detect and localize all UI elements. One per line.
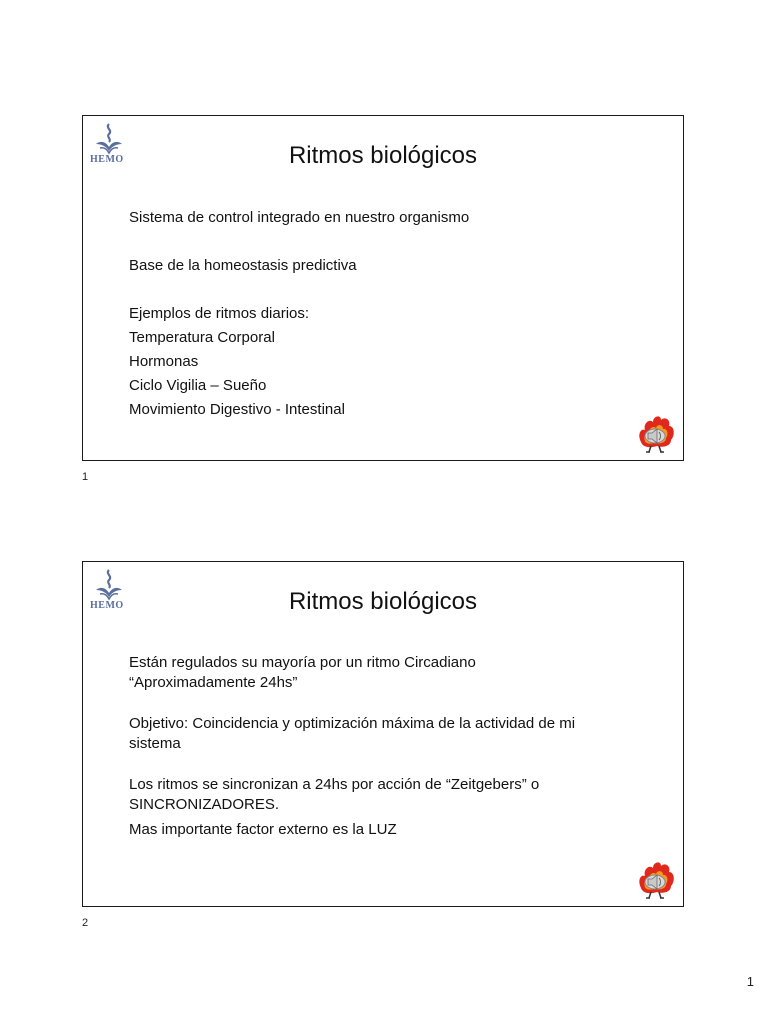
paragraph — [129, 302, 643, 422]
slide-title: Ritmos biológicos — [288, 588, 478, 615]
slide-2 — [82, 561, 684, 907]
logo-text: HEMO — [90, 154, 124, 165]
flame-speaker-mascot-icon[interactable] — [633, 412, 677, 456]
text-line: SINCRONIZADORES. — [129, 796, 280, 813]
text-line: sistema — [129, 735, 181, 752]
paragraph — [129, 206, 643, 230]
text-line: Base de la homeostasis predictiva — [129, 257, 357, 274]
text-line: Movimiento Digestivo - Intestinal — [129, 401, 345, 418]
text-line: Temperatura Corporal — [129, 329, 275, 346]
slide-number: 2 — [82, 917, 89, 929]
text-line: “Aproximadamente 24hs” — [129, 674, 298, 691]
page-number: 1 — [746, 974, 754, 989]
text-line: Objetivo: Coincidencia y optimización máxima de la actividad de mi — [129, 715, 576, 732]
slide-title: Ritmos biológicos — [288, 142, 478, 169]
text-line: Mas importante factor externo es la LUZ — [129, 821, 397, 838]
paragraph — [129, 820, 643, 840]
slide-body — [129, 653, 643, 861]
paragraph — [129, 653, 643, 693]
slide-body — [129, 206, 643, 422]
slide-number: 1 — [82, 471, 89, 483]
paragraph — [129, 775, 643, 815]
paragraph — [129, 714, 643, 754]
text-line: Los ritmos se sincronizan a 24hs por acción de “Zeitgebers” o — [129, 776, 540, 793]
text-line: Ciclo Vigilia – Sueño — [129, 377, 267, 394]
text-line: Están regulados su mayoría por un ritmo Circadiano — [129, 654, 476, 671]
text-line: Sistema de control integrado en nuestro organismo — [129, 209, 470, 226]
text-line: Hormonas — [129, 353, 199, 370]
text-line: Ejemplos de ritmos diarios: — [129, 305, 310, 322]
paragraph — [129, 254, 643, 278]
slide-1 — [82, 115, 684, 461]
logo-text: HEMO — [90, 600, 124, 611]
flame-speaker-mascot-icon[interactable] — [633, 858, 677, 902]
